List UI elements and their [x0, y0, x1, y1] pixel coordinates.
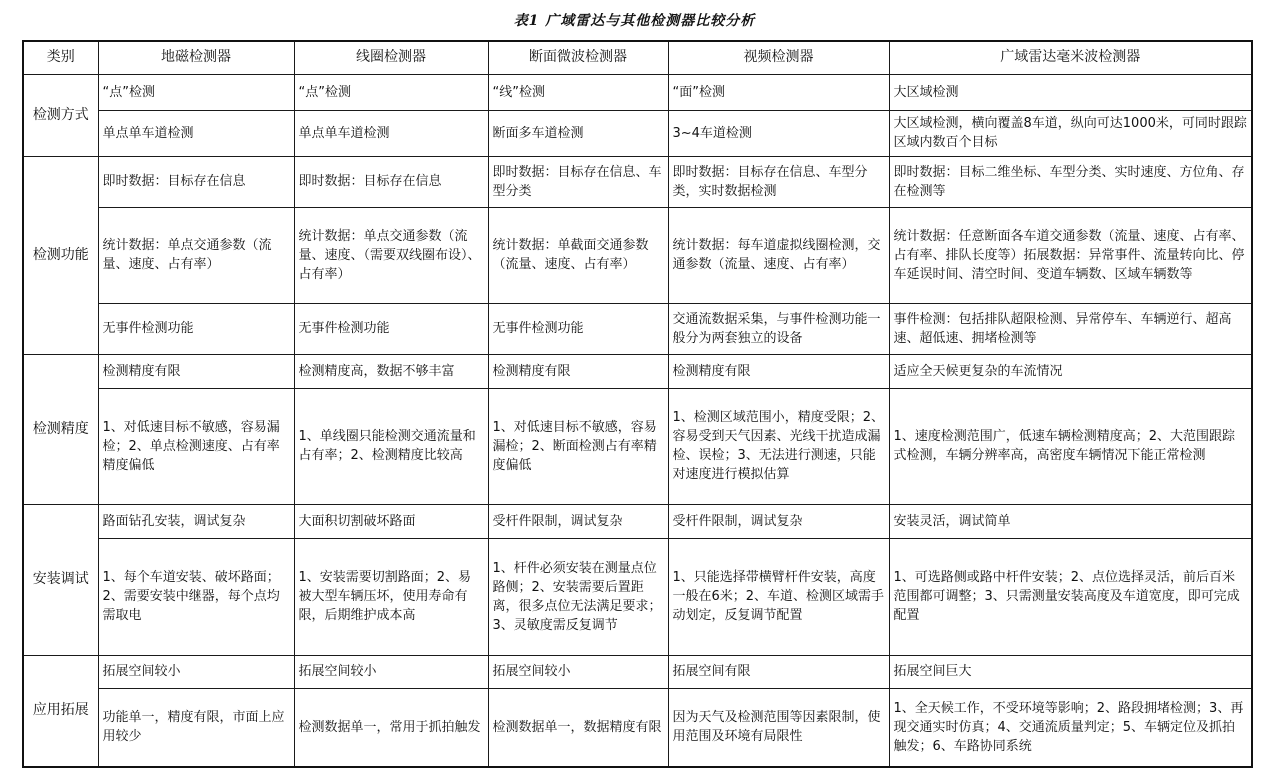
table-cell: 路面钻孔安装，调试复杂 — [98, 504, 294, 538]
table-cell: 1、对低速目标不敏感，容易漏检；2、单点检测速度、占有率精度偏低 — [98, 388, 294, 504]
header-geomagnetic: 地磁检测器 — [98, 41, 294, 74]
table-cell: 1、安装需要切割路面；2、易被大型车辆压坏，使用寿命有限，后期维护成本高 — [294, 538, 488, 655]
table-cell: “线”检测 — [488, 74, 668, 110]
table-cell: 即时数据：目标存在信息 — [98, 156, 294, 207]
table-cell: 1、可选路侧或路中杆件安装；2、点位选择灵活，前后百米范围都可调整；3、只需测量安装高度及车道宽度，即可完成配置 — [889, 538, 1252, 655]
table-cell: 单点单车道检测 — [294, 110, 488, 156]
table-cell: 拓展空间较小 — [98, 655, 294, 688]
table-cell: 检测精度有限 — [98, 354, 294, 388]
table-cell: 拓展空间较小 — [488, 655, 668, 688]
table-cell: 受杆件限制，调试复杂 — [488, 504, 668, 538]
header-microwave: 断面微波检测器 — [488, 41, 668, 74]
table-cell: 统计数据：单点交通参数（流量、速度、（需要双线圈布设）、占有率） — [294, 207, 488, 303]
category-application: 应用拓展 — [23, 655, 98, 767]
table-row — [23, 303, 1252, 354]
comparison-table — [22, 40, 1253, 768]
table-row — [23, 655, 1252, 688]
table-cell: 无事件检测功能 — [488, 303, 668, 354]
table-cell: 即时数据：目标存在信息、车型分类 — [488, 156, 668, 207]
table-cell: 受杆件限制，调试复杂 — [668, 504, 889, 538]
table-row — [23, 688, 1252, 767]
table-row — [23, 110, 1252, 156]
table-cell: 无事件检测功能 — [98, 303, 294, 354]
table-cell: 拓展空间较小 — [294, 655, 488, 688]
table-row — [23, 538, 1252, 655]
table-row — [23, 74, 1252, 110]
category-detection-method: 检测方式 — [23, 74, 98, 156]
table-cell: “点”检测 — [98, 74, 294, 110]
table-cell: 检测数据单一，数据精度有限 — [488, 688, 668, 767]
table-cell: 即时数据：目标二维坐标、车型分类、实时速度、方位角、存在检测等 — [889, 156, 1252, 207]
table-cell: 拓展空间巨大 — [889, 655, 1252, 688]
table-cell: 安装灵活，调试简单 — [889, 504, 1252, 538]
table-cell: 交通流数据采集，与事件检测功能一般分为两套独立的设备 — [668, 303, 889, 354]
table-row — [23, 207, 1252, 303]
category-detection-accuracy: 检测精度 — [23, 354, 98, 504]
table-cell: 大面积切割破坏路面 — [294, 504, 488, 538]
table-cell: 适应全天候更复杂的车流情况 — [889, 354, 1252, 388]
table-cell: 1、对低速目标不敏感，容易漏检；2、断面检测占有率精度偏低 — [488, 388, 668, 504]
table-cell: 事件检测：包括排队超限检测、异常停车、车辆逆行、超高速、超低速、拥堵检测等 — [889, 303, 1252, 354]
table-row — [23, 504, 1252, 538]
table-row — [23, 156, 1252, 207]
table-cell: 3~4车道检测 — [668, 110, 889, 156]
table-cell: 1、速度检测范围广，低速车辆检测精度高；2、大范围跟踪式检测，车辆分辨率高，高密度车辆情况下能正常检测 — [889, 388, 1252, 504]
category-detection-function: 检测功能 — [23, 156, 98, 354]
table-cell: 检测精度有限 — [668, 354, 889, 388]
table-cell: 1、单线圈只能检测交通流量和占有率；2、检测精度比较高 — [294, 388, 488, 504]
table-cell: 因为天气及检测范围等因素限制，使用范围及环境有局限性 — [668, 688, 889, 767]
table-cell: 拓展空间有限 — [668, 655, 889, 688]
table-cell: 大区域检测 — [889, 74, 1252, 110]
table-cell: 1、全天候工作，不受环境等影响；2、路段拥堵检测；3、再现交通实时仿真；4、交通流质量判定；5、车辆定位及抓拍触发；6、车路协同系统 — [889, 688, 1252, 767]
table-cell: 即时数据：目标存在信息、车型分类，实时数据检测 — [668, 156, 889, 207]
table-cell: “面”检测 — [668, 74, 889, 110]
table-cell: 1、杆件必须安装在测量点位路侧；2、安装需要后置距离，很多点位无法满足要求；3、灵敏度需反复调节 — [488, 538, 668, 655]
table-cell: 单点单车道检测 — [98, 110, 294, 156]
table-cell: 1、只能选择带横臂杆件安装，高度一般在6米；2、车道、检测区域需手动划定，反复调节配置 — [668, 538, 889, 655]
table-cell: 检测精度高，数据不够丰富 — [294, 354, 488, 388]
header-coil: 线圈检测器 — [294, 41, 488, 74]
table-cell: 1、每个车道安装、破坏路面；2、需要安装中继器，每个点均需取电 — [98, 538, 294, 655]
table-row — [23, 354, 1252, 388]
table-cell: 大区域检测，横向覆盖8车道，纵向可达1000米，可同时跟踪区域内数百个目标 — [889, 110, 1252, 156]
category-installation: 安装调试 — [23, 504, 98, 655]
header-category: 类别 — [23, 41, 98, 74]
table-cell: 检测数据单一，常用于抓拍触发 — [294, 688, 488, 767]
table-row — [23, 388, 1252, 504]
table-cell: 即时数据：目标存在信息 — [294, 156, 488, 207]
table-cell: 统计数据：每车道虚拟线圈检测，交通参数（流量、速度、占有率） — [668, 207, 889, 303]
header-row — [23, 41, 1252, 74]
table-cell: 1、检测区域范围小，精度受限；2、容易受到天气因素、光线干扰造成漏检、误检；3、无法进行测速，只能对速度进行模拟估算 — [668, 388, 889, 504]
header-radar: 广域雷达毫米波检测器 — [889, 41, 1252, 74]
header-video: 视频检测器 — [668, 41, 889, 74]
table-cell: 统计数据：单截面交通参数（流量、速度、占有率） — [488, 207, 668, 303]
table-cell: 无事件检测功能 — [294, 303, 488, 354]
table-cell: 断面多车道检测 — [488, 110, 668, 156]
table-title: 表1 广域雷达与其他检测器比较分析 — [513, 13, 756, 29]
table-cell: “点”检测 — [294, 74, 488, 110]
table-cell: 统计数据：单点交通参数（流量、速度、占有率） — [98, 207, 294, 303]
table-cell: 统计数据：任意断面各车道交通参数（流量、速度、占有率、占有率、排队长度等）拓展数据：异常事件、流量转向比、停车延误时间、清空时间、变道车辆数、区域车辆数等 — [889, 207, 1252, 303]
table-cell: 检测精度有限 — [488, 354, 668, 388]
table-cell: 功能单一，精度有限，市面上应用较少 — [98, 688, 294, 767]
